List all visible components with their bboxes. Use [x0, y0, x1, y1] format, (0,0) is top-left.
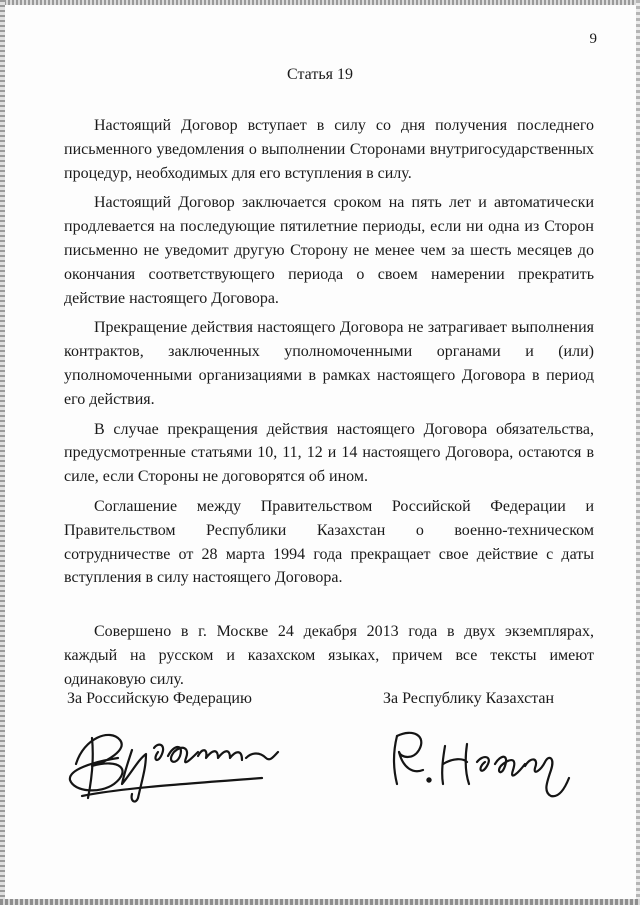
scan-edge-right	[636, 0, 640, 905]
signature-label-russia: За Российскую Федерацию	[67, 690, 252, 707]
article-body	[64, 114, 594, 698]
signature-russia	[62, 718, 282, 808]
page-number: 9	[589, 31, 597, 47]
scan-edge-left	[0, 0, 5, 905]
article-heading: Статья 19	[287, 66, 353, 83]
paragraph-term: Настоящий Договор заключается сроком на пять лет и автоматически продлевается на последующие пятилетние периоды, если ни одна из Сторон письменно не уведомит другую Сторону не менее чем за шесть месяцев до окончания соответствующего периода о своем намерении прекратить действие настоящего Договора.	[64, 194, 594, 307]
signature-label-kazakhstan: За Республику Казахстан	[383, 690, 555, 707]
signature-kazakhstan	[383, 718, 583, 808]
paragraph-prior-agreement: Соглашение между Правительством Российской Федерации и Правительством Республики Казахстан о военно-техническом сотрудничестве от 28 марта 1994 года прекращает свое действие с даты вступления в силу настоящего Договора.	[64, 497, 594, 587]
paragraph-entry-into-force: Настоящий Договор вступает в силу со дня получения последнего письменного уведомления о выполнении Сторонами внутригосударственных процедур, необходимых для его вступления в силу.	[64, 117, 594, 182]
scan-edge-bottom	[0, 899, 640, 905]
paragraph-surviving-obligations: В случае прекращения действия настоящего Договора обязательства, предусмотренные статьями 10, 11, 12 и 14 настоящего Договора, остаются в силе, если Стороны не договорятся об ином.	[64, 420, 594, 486]
closing-statement: Совершено в г. Москве 24 декабря 2013 года в двух экземплярах, каждый на русском и казахском языках, причем все тексты имеют одинаковую силу.	[64, 623, 594, 688]
paragraph-termination-effects: Прекращение действия настоящего Договора не затрагивает выполнения контрактов, заключенных уполномоченными органами и (или) уполномоченными организациями в рамках настоящего Договора в период его действия.	[64, 319, 594, 408]
scan-edge-top	[0, 0, 640, 5]
